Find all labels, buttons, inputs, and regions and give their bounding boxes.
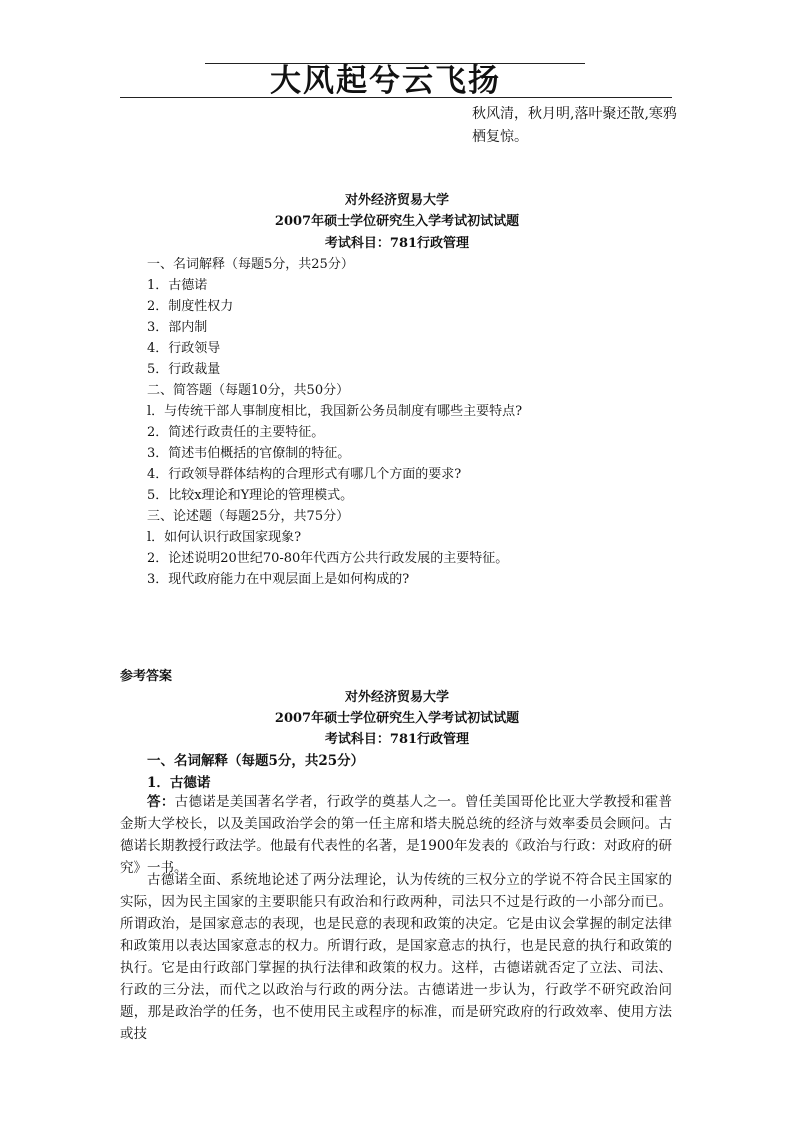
answers-title: 2007年硕士学位研究生入学考试初试试题	[274, 711, 520, 726]
exam-section-heading: 三、论述题（每题25分，共75分）	[147, 509, 350, 524]
answers-subject: 考试科目：781行政管理	[324, 732, 470, 747]
answers-section-heading: 一、名词解释（每题5分，共25分）	[147, 753, 365, 769]
answer-prefix: 答：	[147, 794, 175, 810]
exam-subject: 考试科目：781行政管理	[324, 236, 470, 251]
header-calligraphy-banner: 大风起兮云飞扬	[270, 63, 501, 99]
exam-question: 5．比较x理论和Y理论的管理模式。	[147, 488, 354, 503]
answers-item-title: 1．古德诺	[147, 775, 211, 791]
exam-question: l．与传统干部人事制度相比，我国新公务员制度有哪些主要特点?	[147, 404, 523, 419]
answer-paragraph: 古德诺全面、系统地论述了两分法理论，认为传统的三权分立的学说不符合民主国家的实际，因为民主国家的主要职能只有政治和行政两种，司法只不过是行政的一小部分而已。所谓政治，是国家意志的表现，也是民意的表现和政策的决定。它是由议会掌握的制定法律和政策用以表达国家意志的权力。所谓行政，是国家意志的执行，也是民意的执行和政策的执行。它是由行政部门掌握的执行法律和政策的权力。这样，古德诺就否定了立法、司法、行政的三分法，而代之以政治与行政的两分法。古德诺进一步认为，行政学不研究政治问题，那是政治学的任务，也不使用民主或程序的标准，而是研究政府的行政效率、使用方法或技	[120, 872, 672, 1042]
exam-question: 5．行政裁量	[147, 362, 221, 377]
exam-question: l．如何认识行政国家现象?	[147, 530, 302, 545]
answer-paragraph-text: 古德诺是美国著名学者，行政学的奠基人之一。曾任美国哥伦比亚大学教授和霍普金斯大学校长，以及美国政治学会的第一任主席和塔夫脱总统的经济与效率委员会顾问。古德诺长期教授行政法学。他最有代表性的名著，是1900年发表的《政治与行政：对政府的研究》一书。	[120, 794, 673, 876]
exam-question: 3．部内制	[147, 320, 208, 335]
exam-section-heading: 二、简答题（每题10分，共50分）	[147, 383, 350, 398]
header-rule-bottom	[120, 97, 672, 98]
exam-question: 4．行政领导	[147, 341, 221, 356]
exam-school: 对外经济贸易大学	[344, 193, 449, 208]
exam-question: 2．简述行政责任的主要特征。	[147, 425, 325, 440]
exam-section-heading: 一、名词解释（每题5分，共25分）	[147, 257, 354, 272]
exam-question: 2．论述说明20世纪70-80年代西方公共行政发展的主要特征。	[147, 551, 509, 566]
exam-question: 1．古德诺	[147, 278, 208, 293]
exam-question: 3．简述韦伯概括的官僚制的特征。	[147, 446, 351, 461]
answers-school: 对外经济贸易大学	[344, 690, 449, 705]
header-poem: 秋风清，秋月明,落叶聚还散,寒鸦栖复惊。	[472, 106, 677, 145]
exam-question: 4．行政领导群体结构的合理形式有哪几个方面的要求?	[147, 467, 462, 482]
exam-title: 2007年硕士学位研究生入学考试初试试题	[274, 214, 520, 229]
answers-label: 参考答案	[120, 669, 173, 684]
exam-question: 3．现代政府能力在中观层面上是如何构成的?	[147, 572, 410, 587]
exam-question: 2．制度性权力	[147, 299, 234, 314]
answer-paragraph	[120, 791, 672, 879]
